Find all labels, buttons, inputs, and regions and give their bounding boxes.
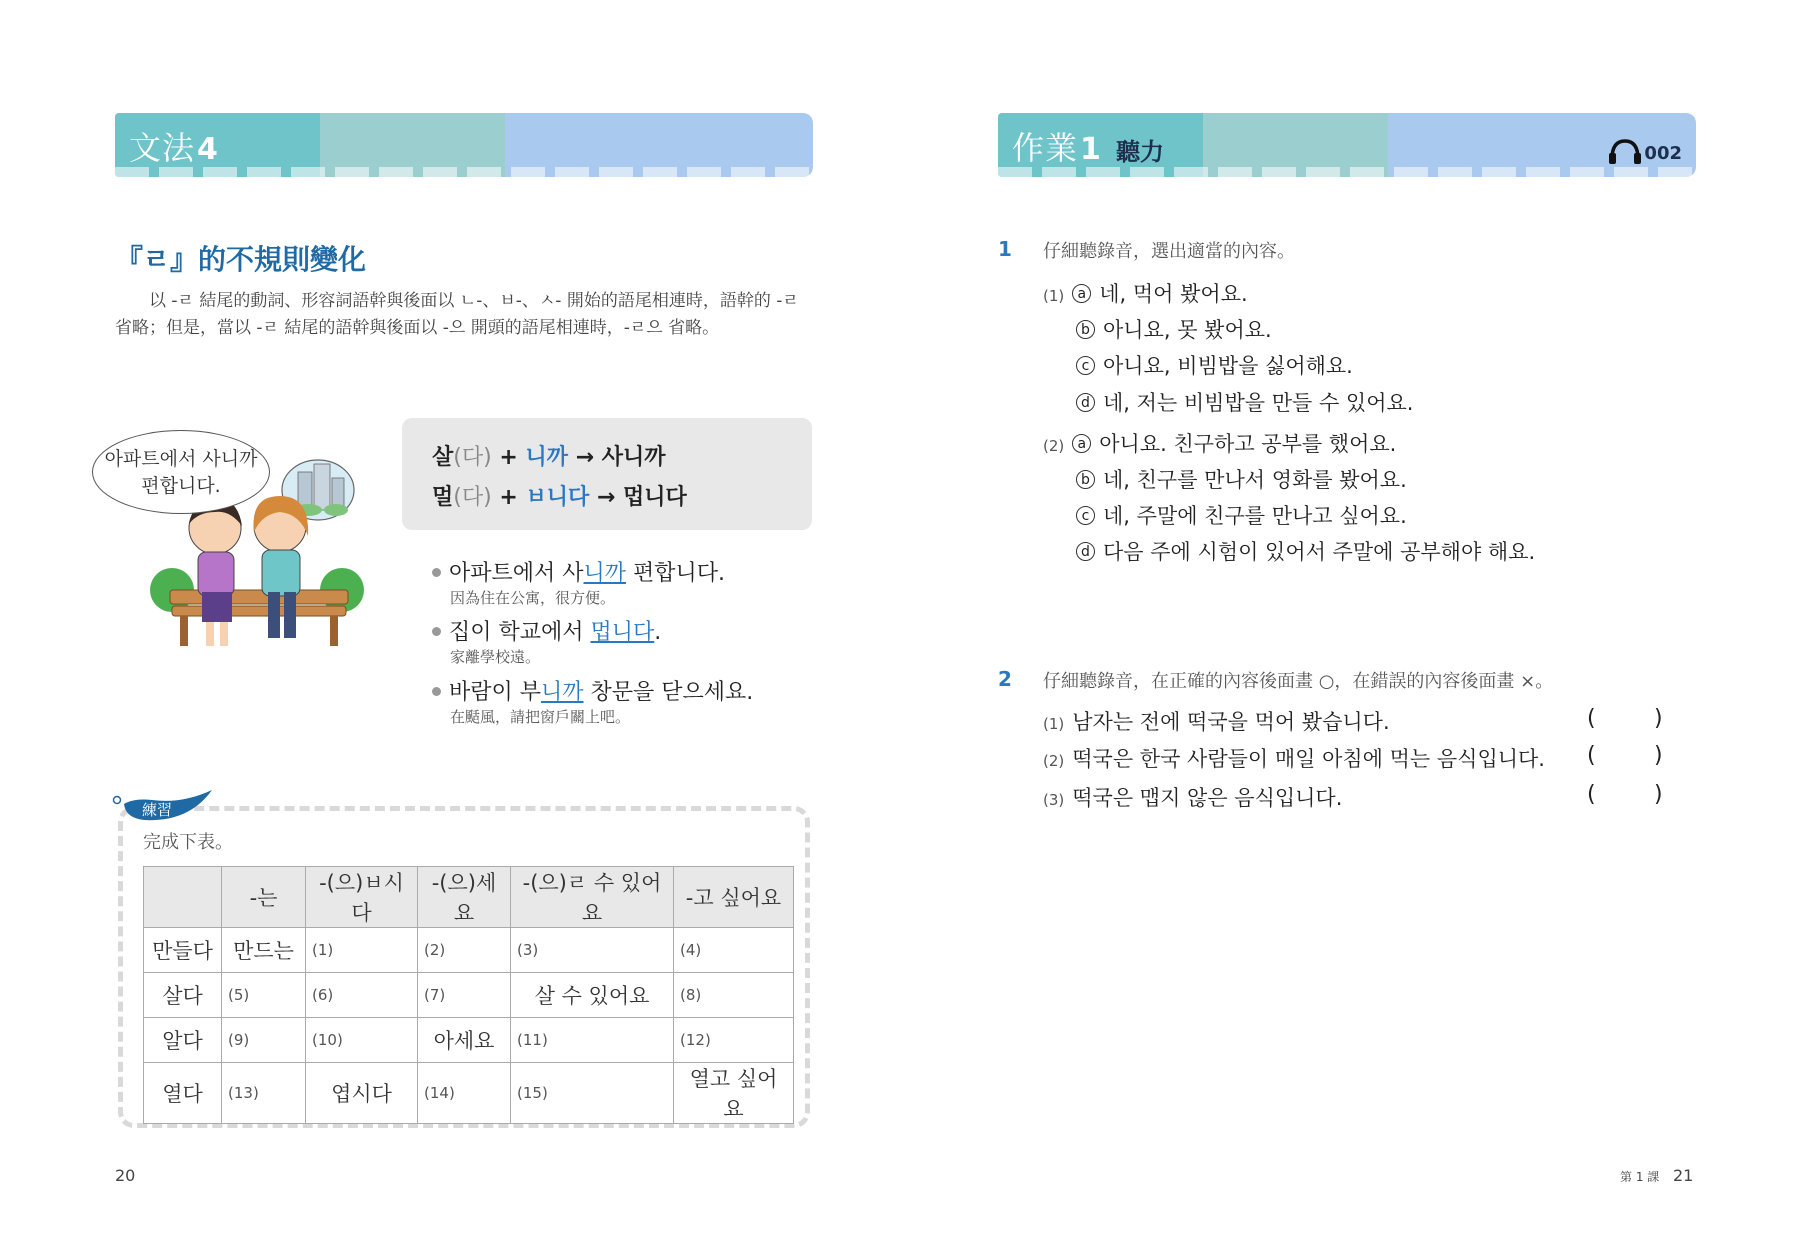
table-cell: (6) (306, 973, 418, 1018)
question-2-instruction: 仔細聽錄音，在正確的內容後面畫 ○，在錯誤的內容後面畫 ×。 (1043, 671, 1554, 692)
table-row (144, 1063, 794, 1124)
table-cell: (5) (222, 973, 306, 1018)
section-title: 『ㄹ』的不規則變化 (115, 243, 367, 276)
table-cell: 살 수 있어요 (511, 973, 674, 1018)
table-row (144, 973, 794, 1018)
q2-item-3: (3) 떡국은 맵지 않은 음식입니다. (1043, 786, 1343, 810)
example-translation-1: 因為住在公寓，很方便。 (450, 589, 616, 607)
example-translation-3: 在颳風，請把窗戶關上吧。 (450, 708, 631, 726)
conjugation-rule-box (402, 418, 812, 530)
question-1-instruction: 仔細聽錄音，選出適當的內容。 (1043, 241, 1295, 262)
q2-item-1-answer-open[interactable]: ( (1587, 706, 1596, 731)
page-number-left: 20 (115, 1166, 136, 1185)
q1-group-2-option-a: (2) a 아니요. 친구하고 공부를 했어요. (1043, 432, 1397, 456)
table-cell: 열고 싶어요 (674, 1063, 794, 1124)
audio-track-number: 002 (1644, 143, 1682, 164)
table-cell: (3) (511, 928, 674, 973)
page-number-right: 21 (1673, 1166, 1694, 1185)
q1-group-2-option-c: c 네, 주말에 친구를 만나고 싶어요. (1076, 500, 1407, 530)
table-cell: 만들다 (144, 928, 222, 973)
table-cell: (14) (418, 1063, 511, 1124)
grammar-banner (115, 113, 813, 177)
table-cell: 알다 (144, 1018, 222, 1063)
q2-item-1-answer-close: ) (1654, 706, 1663, 731)
table-cell: (11) (511, 1018, 674, 1063)
q2-item-2-answer-close: ) (1654, 743, 1663, 768)
example-sentence-2: 집이 학교에서 멉니다. (432, 615, 661, 646)
table-cell: 만드는 (222, 928, 306, 973)
q2-item-3-answer-close: ) (1654, 782, 1663, 807)
conjugation-rule-2: 멀(다) + ㅂ니다 → 멉니다 (432, 485, 687, 510)
table-row (144, 928, 794, 973)
grammar-banner-title: 文法4 (129, 129, 219, 167)
table-cell: 살다 (144, 973, 222, 1018)
practice-badge-icon (112, 790, 214, 822)
conjugation-table (143, 866, 794, 1124)
table-cell: (1) (306, 928, 418, 973)
practice-instruction: 完成下表。 (143, 832, 233, 853)
example-sentence-1: 아파트에서 사니까 편합니다. (432, 556, 725, 587)
example-translation-2: 家離學校遠。 (450, 648, 541, 666)
speech-bubble: 아파트에서 사니까 편합니다. (92, 430, 270, 514)
lesson-label: 第 1 課 (1620, 1170, 1660, 1184)
table-cell: 열다 (144, 1063, 222, 1124)
q1-group-2-option-b: b 네, 친구를 만나서 영화를 봤어요. (1076, 464, 1407, 494)
table-header-cell: -(으)ㄹ 수 있어요 (511, 867, 674, 928)
question-2-number: 2 (998, 667, 1012, 691)
q1-group-1-option-a: (1) a 네, 먹어 봤어요. (1043, 282, 1248, 306)
homework-banner-title: 作業1 (1012, 129, 1102, 167)
conjugation-rule-1: 살(다) + 니까 → 사니까 (432, 445, 666, 470)
q1-group-1-option-d: d 네, 저는 비빔밥을 만들 수 있어요. (1076, 387, 1413, 417)
question-1-number: 1 (998, 237, 1012, 261)
table-cell: (15) (511, 1063, 674, 1124)
practice-badge-label: 練習 (142, 801, 173, 819)
table-cell: (8) (674, 973, 794, 1018)
grammar-explanation: 以 -ㄹ 結尾的動詞、形容詞語幹與後面以 ㄴ-、ㅂ-、ㅅ- 開始的語尾相連時，語幹的 -ㄹ 省略；但是，當以 -ㄹ 結尾的語幹與後面以 -으 開頭的語尾相連時，-ㄹ으 省略。 (115, 291, 799, 338)
table-cell: (12) (674, 1018, 794, 1063)
table-cell: (7) (418, 973, 511, 1018)
q2-item-3-answer-open[interactable]: ( (1587, 782, 1596, 807)
table-header-cell: -(으)ㅂ시다 (306, 867, 418, 928)
q1-group-1-option-c: c 아니요, 비빔밥을 싫어해요. (1076, 350, 1353, 380)
q2-item-2: (2) 떡국은 한국 사람들이 매일 아침에 먹는 음식입니다. (1043, 747, 1545, 771)
table-header-row (144, 867, 794, 928)
table-cell: 엽시다 (306, 1063, 418, 1124)
q1-group-1-option-b: b 아니요, 못 봤어요. (1076, 314, 1272, 344)
table-cell: (13) (222, 1063, 306, 1124)
table-row (144, 1018, 794, 1063)
headphones-icon[interactable] (1608, 137, 1642, 165)
table-cell: (2) (418, 928, 511, 973)
table-header-cell (144, 867, 222, 928)
table-cell: (10) (306, 1018, 418, 1063)
table-cell: (4) (674, 928, 794, 973)
homework-banner-subtitle: 聽力 (1116, 138, 1164, 166)
table-header-cell: -고 싶어요 (674, 867, 794, 928)
example-sentence-3: 바람이 부니까 창문을 닫으세요. (432, 675, 753, 706)
table-header-cell: -는 (222, 867, 306, 928)
q1-group-2-option-d: d 다음 주에 시험이 있어서 주말에 공부해야 해요. (1076, 536, 1535, 566)
q2-item-2-answer-open[interactable]: ( (1587, 743, 1596, 768)
table-header-cell: -(으)세요 (418, 867, 511, 928)
q2-item-1: (1) 남자는 전에 떡국을 먹어 봤습니다. (1043, 710, 1390, 734)
homework-banner (998, 113, 1696, 177)
table-cell: (9) (222, 1018, 306, 1063)
table-cell: 아세요 (418, 1018, 511, 1063)
